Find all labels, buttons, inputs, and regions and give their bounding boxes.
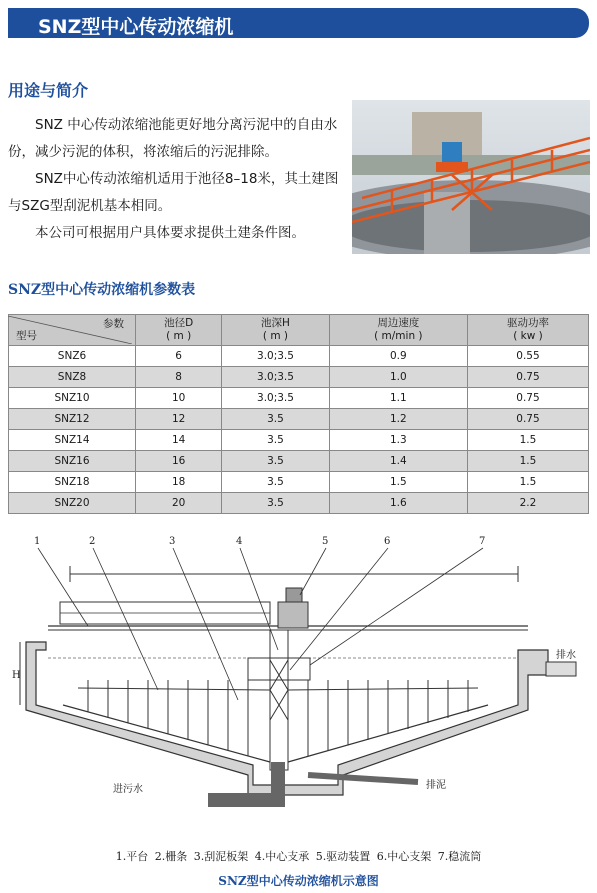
table-cell: SNZ14	[9, 430, 136, 451]
table-cell: 6	[136, 346, 222, 367]
column-header	[329, 315, 467, 346]
sludge-label: 排泥	[426, 780, 446, 791]
callout-number: 1	[34, 536, 41, 547]
table-cell: 0.75	[467, 367, 588, 388]
table-cell: 3.5	[222, 451, 329, 472]
table-cell: 20	[136, 493, 222, 514]
table-cell: 0.9	[329, 346, 467, 367]
intro-paragraph: 本公司可根据用户具体要求提供土建条件图。	[35, 225, 305, 241]
column-name: 池深H	[261, 317, 290, 329]
thickener-photo	[352, 100, 590, 254]
table-cell: 3.5	[222, 493, 329, 514]
table-cell: 3.0;3.5	[222, 367, 329, 388]
table-cell: 3.5	[222, 409, 329, 430]
intro-paragraph: SNZ 中心传动浓缩池能更好地分离污泥中的自由水份，减少污泥的体积，将浓缩后的污泥排除。	[8, 117, 338, 160]
intro-text	[8, 112, 348, 247]
intro-heading: 用途与简介	[8, 81, 89, 100]
table-cell: 1.4	[329, 451, 467, 472]
corner-label-model: 型号	[16, 330, 37, 342]
callout-number: 6	[384, 536, 391, 547]
corner-header-cell	[9, 315, 136, 346]
column-unit: ( m )	[166, 330, 192, 342]
table-cell: SNZ18	[9, 472, 136, 493]
table-cell: 1.5	[467, 430, 588, 451]
table-cell: 1.0	[329, 367, 467, 388]
header-bar	[8, 8, 589, 38]
table-row	[9, 472, 589, 493]
table-cell: 1.3	[329, 430, 467, 451]
table-cell: 3.5	[222, 430, 329, 451]
table-cell: 1.1	[329, 388, 467, 409]
callout-number: 2	[89, 536, 96, 547]
table-cell: 0.75	[467, 388, 588, 409]
table-cell: 3.0;3.5	[222, 388, 329, 409]
table-cell: 1.6	[329, 493, 467, 514]
table-heading: SNZ型中心传动浓缩机参数表	[8, 282, 196, 298]
outlet-label: 排水	[556, 650, 576, 661]
table-cell: 16	[136, 451, 222, 472]
table-cell: 18	[136, 472, 222, 493]
table-cell: 0.75	[467, 409, 588, 430]
table-cell: 1.5	[467, 451, 588, 472]
column-name: 周边速度	[377, 317, 420, 329]
column-header	[467, 315, 588, 346]
column-unit: ( m )	[262, 330, 289, 342]
table-cell: SNZ20	[9, 493, 136, 514]
table-cell: 3.5	[222, 472, 329, 493]
inlet-label: 进污水	[113, 784, 143, 795]
table-cell: SNZ6	[9, 346, 136, 367]
column-unit: ( kw )	[513, 330, 543, 342]
table-row	[9, 493, 589, 514]
table-cell: 14	[136, 430, 222, 451]
table-cell: 10	[136, 388, 222, 409]
table-cell: 1.2	[329, 409, 467, 430]
column-header	[222, 315, 329, 346]
table-cell: 12	[136, 409, 222, 430]
table-cell: SNZ12	[9, 409, 136, 430]
callout-number: 7	[479, 536, 486, 547]
table-cell: 0.55	[467, 346, 588, 367]
column-name: 池径D	[164, 317, 194, 329]
column-unit: ( m/min )	[374, 330, 423, 342]
table-row	[9, 346, 589, 367]
diagram-legend: 1.平台 2.栅条 3.刮泥板架 4.中心支承 5.驱动装置 6.中心支架 7.稳流筒	[115, 850, 482, 863]
thickener-schematic	[8, 530, 589, 830]
table-cell: 1.5	[329, 472, 467, 493]
table-cell: SNZ16	[9, 451, 136, 472]
table-cell: 1.5	[467, 472, 588, 493]
table-cell: SNZ10	[9, 388, 136, 409]
corner-label-param: 参数	[103, 318, 124, 330]
depth-label: H	[12, 670, 21, 681]
column-name: 驱动功率	[506, 317, 549, 329]
table-row	[9, 430, 589, 451]
table-row	[9, 451, 589, 472]
table-cell: 3.0;3.5	[222, 346, 329, 367]
diagram-caption: SNZ型中心传动浓缩机示意图	[218, 874, 379, 888]
callout-number: 3	[169, 536, 176, 547]
callout-number: 5	[322, 536, 329, 547]
table-cell: 2.2	[467, 493, 588, 514]
page-title: SNZ型中心传动浓缩机	[38, 16, 234, 38]
table-cell: 8	[136, 367, 222, 388]
intro-paragraph: SNZ中心传动浓缩机适用于池径8–18米，其土建图与SZG型刮泥机基本相同。	[8, 171, 339, 214]
table-row	[9, 388, 589, 409]
table-header-row	[9, 315, 589, 346]
table-row	[9, 409, 589, 430]
callout-number: 4	[236, 536, 243, 547]
parameter-table	[8, 314, 589, 514]
column-header	[136, 315, 222, 346]
table-cell: SNZ8	[9, 367, 136, 388]
table-row	[9, 367, 589, 388]
